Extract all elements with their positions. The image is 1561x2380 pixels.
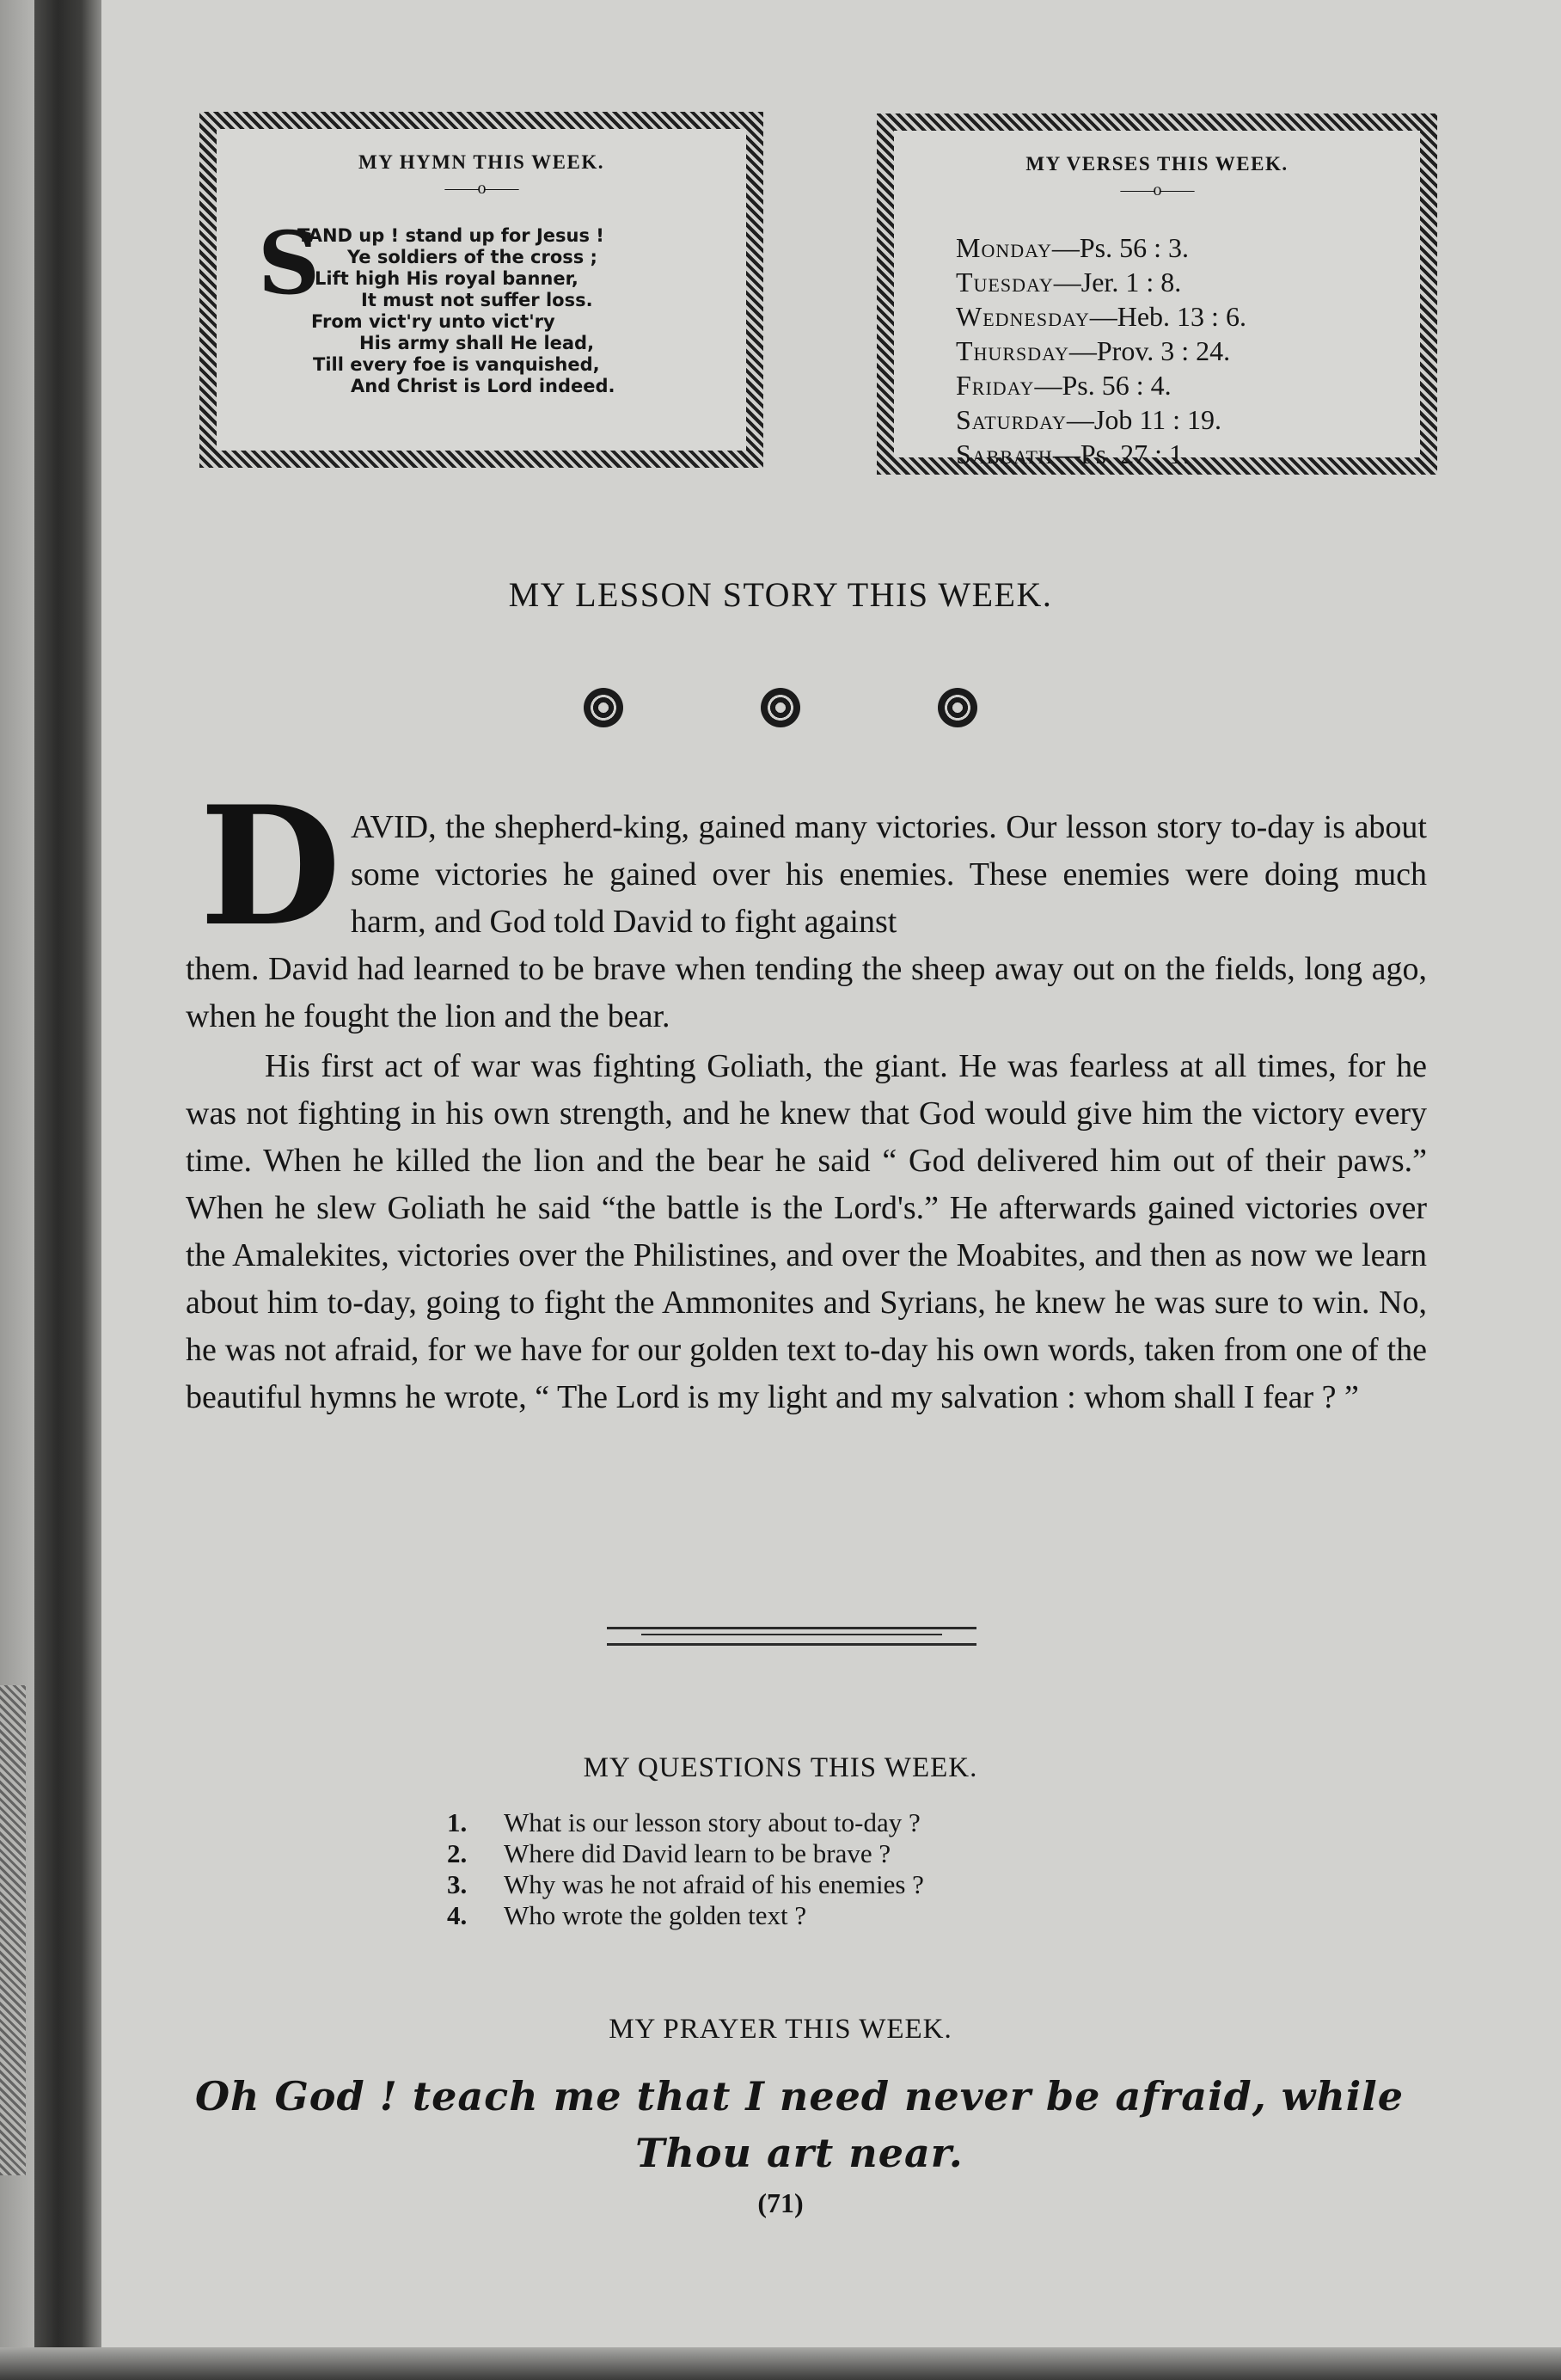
hymn-title: MY HYMN THIS WEEK. [358,151,604,173]
rosette-icon [584,688,623,727]
verse-item: Sabbath—Ps. 27 : 1. [956,439,1190,469]
hymn-line: It must not suffer loss. [361,290,593,310]
verse-item: Friday—Ps. 56 : 4. [956,370,1172,401]
questions-title: MY QUESTIONS THIS WEEK. [583,1752,978,1783]
rosette-icon [761,688,800,727]
lesson-paragraph-1-continued: them. David had learned to be brave when tending the sheep away out on the fields, long ago, when he fought the lion and the bear. [186,951,1427,1034]
hymn-line: His army shall He lead, [359,333,595,353]
page-bottom-shadow [0,2347,1561,2380]
lesson-paragraph-2: His first act of war was fighting Goliath, the giant. He was fearless at all times, for he was not fighting in his own strength, and he knew that God would give him the victory every time. When he killed the lion and the bear he said “ God delivered him out of their paws.” When he slew Goliath he said “the battle is the Lord's.” He afterwards gained victories over the Amalekites, victories over the Philistines, and over the Moabites, and then as now we learn about him to-day, going to fight the Ammonites and Syrians, he knew he was sure to win. No, he was not afraid, for we have for our golden text to-day his own words, taken from one of the beautiful hymns he wrote, “ The Lord is my light and my salvation : whom shall I fear ? ” [186,1048,1427,1415]
question-item: 2. Where did David learn to be brave ? [447,1838,891,1868]
verses-title: MY VERSES THIS WEEK. [1025,153,1289,175]
verse-item: Wednesday—Heb. 13 : 6. [956,301,1246,332]
verses-separator: ——o—— [1120,181,1194,199]
lesson-dropcap: D [199,770,341,962]
hymn-line: Lift high His royal banner, [315,268,578,289]
lesson-paragraph-1-opening: AVID, the shepherd-king, gained many victories. Our lesson story to-day is about some victories he gained over his enemies. These enemies were doing much harm, and God told David to fight against [351,809,1427,940]
verse-item: Tuesday—Jer. 1 : 8. [956,267,1182,298]
question-item: 1. What is our lesson story about to-day ? [447,1807,921,1837]
question-item: 3. Why was he not afraid of his enemies ? [447,1869,924,1899]
hymn-separator: ——o—— [444,179,518,198]
verse-item: Saturday—Job 11 : 19. [956,404,1222,435]
section-divider [607,1627,976,1646]
hymn-verse [268,225,715,397]
rosette-icon [938,688,977,727]
page-number: (71) [757,2187,804,2218]
hymn-line: From vict'ry unto vict'ry [311,311,555,332]
verses-box [877,113,1437,475]
prayer-title: MY PRAYER THIS WEEK. [609,2014,952,2045]
hymn-line: TAND up ! stand up for Jesus ! [297,225,604,246]
hymn-initial-letter: S [258,212,321,314]
hymn-line: Ye soldiers of the cross ; [347,247,597,267]
verse-item: Thursday—Prov. 3 : 24. [956,335,1231,366]
hymn-box [199,112,763,468]
question-item: 4. Who wrote the golden text ? [447,1900,807,1930]
prayer-text: Oh God ! teach me that I need never be afraid, while Thou art near. [194,2073,1405,2176]
questions-list [447,1807,924,1931]
verse-item: Monday—Ps. 56 : 3. [956,232,1190,263]
lesson-title: MY LESSON STORY THIS WEEK. [508,575,1053,614]
ornament-row [0,688,1561,732]
verses-list [956,230,1246,471]
hymn-line: And Christ is Lord indeed. [351,376,615,396]
hymn-line: Till every foe is vanquished, [313,354,600,375]
